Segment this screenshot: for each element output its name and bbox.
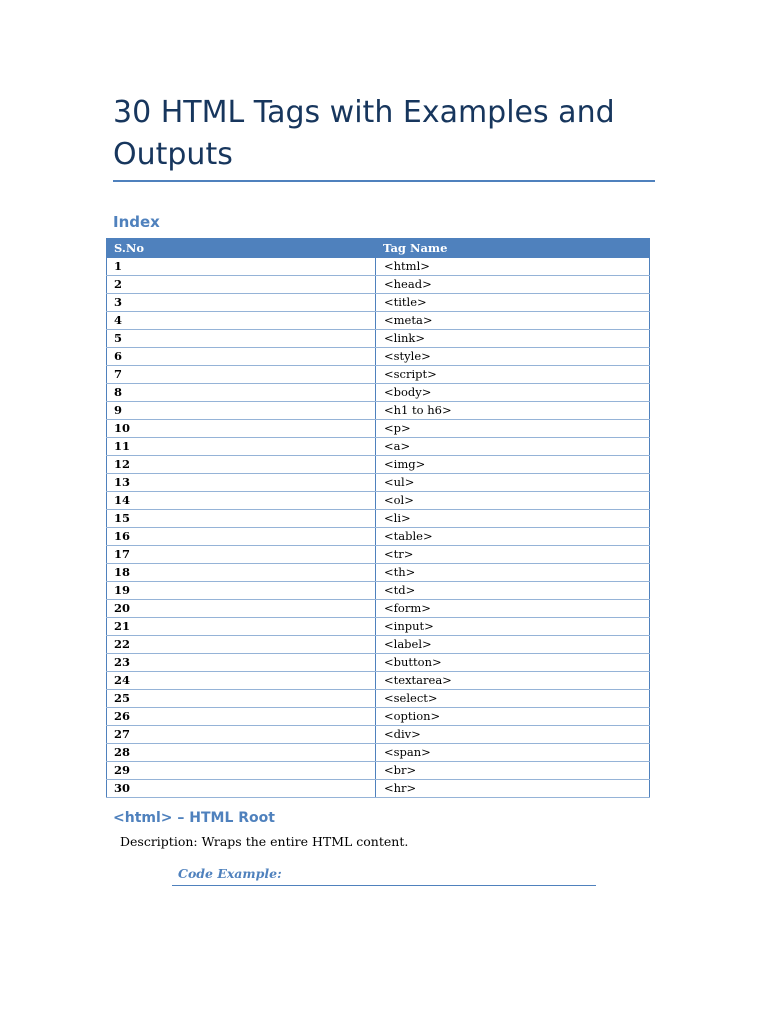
column-header-sno: S.No bbox=[107, 239, 376, 258]
table-row bbox=[107, 546, 650, 564]
row-sno: 22 bbox=[107, 636, 376, 654]
row-tag-name: <hr> bbox=[376, 780, 650, 798]
row-tag-name: <select> bbox=[376, 690, 650, 708]
row-tag-name: <p> bbox=[376, 420, 650, 438]
row-sno: 26 bbox=[107, 708, 376, 726]
table-row bbox=[107, 582, 650, 600]
row-sno: 12 bbox=[107, 456, 376, 474]
row-tag-name: <span> bbox=[376, 744, 650, 762]
row-tag-name: <td> bbox=[376, 582, 650, 600]
row-sno: 16 bbox=[107, 528, 376, 546]
table-row bbox=[107, 456, 650, 474]
document-title: 30 HTML Tags with Examples and Outputs bbox=[113, 95, 615, 172]
row-sno: 17 bbox=[107, 546, 376, 564]
index-table bbox=[106, 238, 650, 798]
table-row bbox=[107, 672, 650, 690]
row-tag-name: <input> bbox=[376, 618, 650, 636]
table-row bbox=[107, 348, 650, 366]
table-row bbox=[107, 330, 650, 348]
row-sno: 30 bbox=[107, 780, 376, 798]
row-sno: 8 bbox=[107, 384, 376, 402]
row-tag-name: <form> bbox=[376, 600, 650, 618]
row-tag-name: <br> bbox=[376, 762, 650, 780]
row-sno: 24 bbox=[107, 672, 376, 690]
table-row bbox=[107, 294, 650, 312]
table-row bbox=[107, 402, 650, 420]
code-example-underline bbox=[172, 885, 596, 886]
table-row bbox=[107, 708, 650, 726]
row-tag-name: <img> bbox=[376, 456, 650, 474]
index-table-body bbox=[107, 258, 650, 798]
table-row bbox=[107, 654, 650, 672]
table-row bbox=[107, 312, 650, 330]
row-tag-name: <option> bbox=[376, 708, 650, 726]
row-sno: 25 bbox=[107, 690, 376, 708]
row-tag-name: <a> bbox=[376, 438, 650, 456]
row-sno: 14 bbox=[107, 492, 376, 510]
row-sno: 10 bbox=[107, 420, 376, 438]
table-row bbox=[107, 600, 650, 618]
row-sno: 5 bbox=[107, 330, 376, 348]
row-sno: 11 bbox=[107, 438, 376, 456]
index-heading: Index bbox=[113, 213, 160, 231]
row-tag-name: <tr> bbox=[376, 546, 650, 564]
row-tag-name: <body> bbox=[376, 384, 650, 402]
row-tag-name: <ul> bbox=[376, 474, 650, 492]
table-row bbox=[107, 492, 650, 510]
row-sno: 18 bbox=[107, 564, 376, 582]
table-header-row bbox=[107, 239, 650, 258]
row-tag-name: <head> bbox=[376, 276, 650, 294]
row-sno: 29 bbox=[107, 762, 376, 780]
row-tag-name: <title> bbox=[376, 294, 650, 312]
table-row bbox=[107, 366, 650, 384]
title-underline bbox=[113, 180, 655, 182]
row-sno: 4 bbox=[107, 312, 376, 330]
row-tag-name: <div> bbox=[376, 726, 650, 744]
row-sno: 21 bbox=[107, 618, 376, 636]
row-tag-name: <th> bbox=[376, 564, 650, 582]
row-tag-name: <button> bbox=[376, 654, 650, 672]
row-tag-name: <meta> bbox=[376, 312, 650, 330]
table-row bbox=[107, 438, 650, 456]
section-description: Description: Wraps the entire HTML content. bbox=[120, 834, 409, 849]
row-sno: 2 bbox=[107, 276, 376, 294]
table-row bbox=[107, 528, 650, 546]
row-sno: 28 bbox=[107, 744, 376, 762]
column-header-tag-name: Tag Name bbox=[376, 239, 650, 258]
row-sno: 13 bbox=[107, 474, 376, 492]
row-sno: 6 bbox=[107, 348, 376, 366]
row-sno: 9 bbox=[107, 402, 376, 420]
table-row bbox=[107, 420, 650, 438]
row-tag-name: <script> bbox=[376, 366, 650, 384]
code-example-label: Code Example: bbox=[178, 866, 282, 881]
row-tag-name: <label> bbox=[376, 636, 650, 654]
table-row bbox=[107, 474, 650, 492]
row-sno: 27 bbox=[107, 726, 376, 744]
table-row bbox=[107, 564, 650, 582]
table-row bbox=[107, 690, 650, 708]
table-row bbox=[107, 276, 650, 294]
row-sno: 23 bbox=[107, 654, 376, 672]
row-tag-name: <textarea> bbox=[376, 672, 650, 690]
table-row bbox=[107, 780, 650, 798]
row-tag-name: <html> bbox=[376, 258, 650, 276]
table-row bbox=[107, 510, 650, 528]
table-row bbox=[107, 726, 650, 744]
row-sno: 7 bbox=[107, 366, 376, 384]
row-tag-name: <table> bbox=[376, 528, 650, 546]
row-tag-name: <h1 to h6> bbox=[376, 402, 650, 420]
row-tag-name: <li> bbox=[376, 510, 650, 528]
row-tag-name: <style> bbox=[376, 348, 650, 366]
table-row bbox=[107, 762, 650, 780]
row-sno: 3 bbox=[107, 294, 376, 312]
table-row bbox=[107, 258, 650, 276]
table-row bbox=[107, 636, 650, 654]
table-row bbox=[107, 618, 650, 636]
row-tag-name: <ol> bbox=[376, 492, 650, 510]
table-row bbox=[107, 744, 650, 762]
row-sno: 19 bbox=[107, 582, 376, 600]
section-heading: <html> – HTML Root bbox=[113, 810, 275, 826]
row-tag-name: <link> bbox=[376, 330, 650, 348]
table-row bbox=[107, 384, 650, 402]
row-sno: 15 bbox=[107, 510, 376, 528]
row-sno: 1 bbox=[107, 258, 376, 276]
row-sno: 20 bbox=[107, 600, 376, 618]
